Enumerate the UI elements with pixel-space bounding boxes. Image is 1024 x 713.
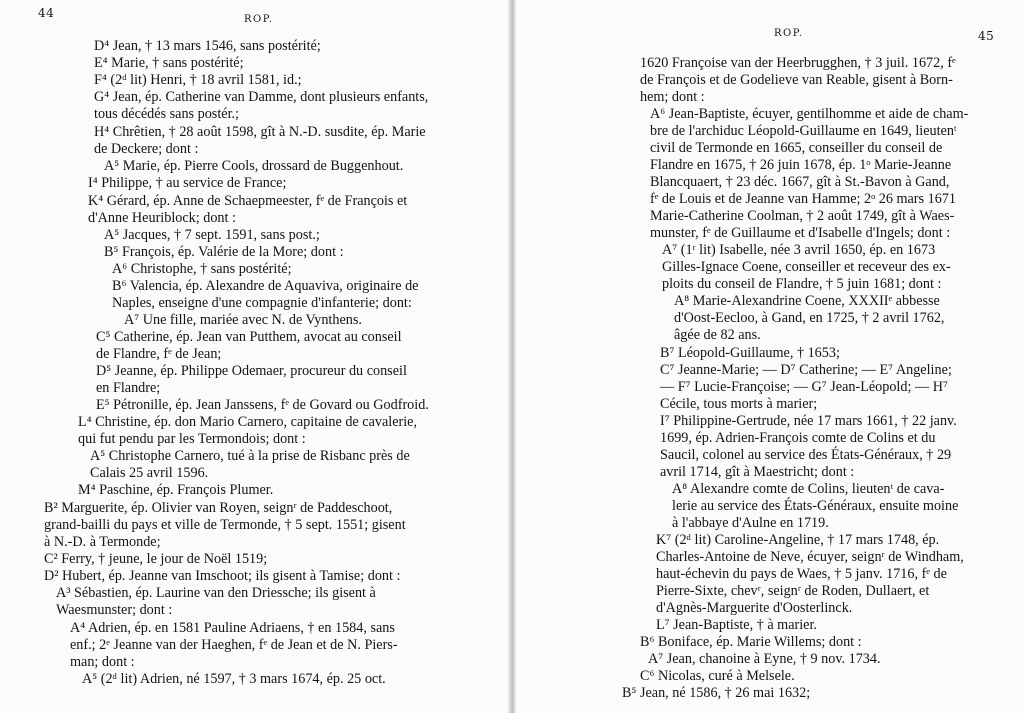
entry-line: lerie au service des États-Généraux, ensuite moine	[672, 498, 959, 514]
entry-line: B⁷ Léopold-Guillaume, † 1653;	[660, 345, 840, 361]
entry-line: qui fut pendu par les Termondois; dont :	[78, 431, 306, 447]
entry-line: F⁴ (2ᵈ lit) Henri, † 18 avril 1581, id.;	[94, 72, 302, 88]
entry-line: Blancquaert, † 23 déc. 1667, gît à St.-Bavon à Gand,	[650, 174, 950, 190]
entry-line: A⁷ (1ʳ lit) Isabelle, née 3 avril 1650, ép. en 1673	[662, 242, 936, 258]
entry-line: L⁷ Jean-Baptiste, † à marier.	[656, 617, 817, 633]
entry-line: civil de Termonde en 1665, conseiller du conseil de	[650, 140, 943, 156]
entry-line: L⁴ Christine, ép. don Mario Carnero, capitaine de cavalerie,	[78, 414, 418, 430]
entry-line: A⁵ Marie, ép. Pierre Cools, drossard de Buggenhout.	[104, 158, 404, 174]
entry-line: A⁵ (2ᵈ lit) Adrien, né 1597, † 3 mars 1674, ép. 25 oct.	[82, 671, 386, 687]
entry-line: Flandre en 1675, † 26 juin 1678, ép. 1ᵒ Marie-Jeanne	[650, 157, 952, 173]
entry-line: 1620 Françoise van der Heerbrugghen, † 3 juil. 1672, fᵉ	[640, 55, 956, 71]
entry-line: A³ Sébastien, ép. Laurine van den Driessche; ils gisent à	[56, 585, 376, 601]
entry-line: A⁵ Christophe Carnero, tué à la prise de Risbanc près de	[90, 448, 410, 464]
entry-line: Waesmunster; dont :	[56, 602, 173, 618]
entry-line: ploits du conseil de Flandre, † 5 juin 1681; dont :	[662, 276, 942, 292]
entry-line: man; dont :	[70, 654, 135, 670]
entry-line: C² Ferry, † jeune, le jour de Noël 1519;	[44, 551, 268, 567]
entry-line: à l'abbaye d'Aulne en 1719.	[672, 515, 829, 531]
entry-line: K⁷ (2ᵈ lit) Caroline-Angeline, † 17 mars 1748, ép.	[656, 532, 940, 548]
entry-line: H⁴ Chrêtien, † 28 août 1598, gît à N.-D. susdite, ép. Marie	[94, 124, 426, 140]
entry-line: A⁵ Jacques, † 7 sept. 1591, sans post.;	[104, 227, 320, 243]
running-head-right: ROP.	[774, 28, 804, 39]
entry-line: B⁶ Valencia, ép. Alexandre de Aquaviva, originaire de	[112, 278, 419, 294]
entry-line: grand-bailli du pays et ville de Termonde, † 5 sept. 1551; gisent	[44, 517, 406, 533]
entry-line: à N.-D. à Termonde;	[44, 534, 161, 550]
entry-line: C⁶ Nicolas, curé à Melsele.	[640, 668, 795, 684]
entry-line: B⁶ Boniface, ép. Marie Willems; dont :	[640, 634, 862, 650]
entry-line: I⁴ Philippe, † au service de France;	[88, 175, 287, 191]
entry-line: Calais 25 avril 1596.	[90, 465, 209, 481]
entry-line: — F⁷ Lucie-Françoise; — G⁷ Jean-Léopold; — H⁷	[660, 379, 948, 395]
entry-line: A⁷ Une fille, mariée avec N. de Vynthens.	[124, 312, 362, 328]
entry-line: E⁵ Pétronille, ép. Jean Janssens, fᵉ de Govard ou Godfroid.	[96, 397, 429, 413]
entry-line: A⁷ Jean, chanoine à Eyne, † 9 nov. 1734.	[648, 651, 881, 667]
entry-line: Saucil, colonel au service des États-Généraux, † 29	[660, 447, 952, 463]
entry-line: munster, fᵉ de Guillaume et d'Isabelle d'Ingels; dont :	[650, 225, 951, 241]
entry-line: de Flandre, fᵉ de Jean;	[96, 346, 222, 362]
entry-line: Charles-Antoine de Neve, écuyer, seignʳ de Windham,	[656, 549, 964, 565]
entry-line: I⁷ Philippine-Gertrude, née 17 mars 1661, † 22 janv.	[660, 413, 957, 429]
entry-line: C⁷ Jeanne-Marie; — D⁷ Catherine; — E⁷ Angeline;	[660, 362, 952, 378]
entry-line: Pierre-Sixte, chevʳ, seignʳ de Roden, Dullaert, et	[656, 583, 930, 599]
entry-line: D⁵ Jeanne, ép. Philippe Odemaer, procureur du conseil	[96, 363, 407, 379]
entry-line: en Flandre;	[96, 380, 161, 396]
entry-line: B⁵ Jean, né 1586, † 26 mai 1632;	[622, 685, 811, 701]
entry-line: A⁸ Marie-Alexandrine Coene, XXXIIᵉ abbesse	[674, 293, 940, 309]
entry-line: 1699, ép. Adrien-François comte de Colins et du	[660, 430, 936, 446]
right-page	[512, 0, 1024, 713]
page-number-left: 44	[38, 6, 55, 20]
entry-line: bre de l'archiduc Léopold-Guillaume en 1649, lieutenᵗ	[650, 123, 957, 139]
entry-line: A⁴ Adrien, ép. en 1581 Pauline Adriaens, † en 1584, sans	[70, 620, 395, 636]
entry-line: B² Marguerite, ép. Olivier van Royen, seignʳ de Paddeschoot,	[44, 500, 393, 516]
entry-line: fᵉ de Louis et de Jeanne van Hamme; 2ᵒ 26 mars 1671	[650, 191, 956, 207]
entry-line: A⁶ Christophe, † sans postérité;	[112, 261, 292, 277]
entry-line: M⁴ Paschine, ép. François Plumer.	[78, 482, 274, 498]
entry-line: E⁴ Marie, † sans postérité;	[94, 55, 244, 71]
entry-line: d'Agnès-Marguerite d'Oosterlinck.	[656, 600, 853, 616]
entry-line: D² Hubert, ép. Jeanne van Imschoot; ils gisent à Tamise; dont :	[44, 568, 401, 584]
entry-line: de François et de Godelieve van Reable, gisent à Born-	[640, 72, 953, 88]
entry-line: A⁶ Jean-Baptiste, écuyer, gentilhomme et aide de cham-	[650, 106, 969, 122]
entry-line: D⁴ Jean, † 13 mars 1546, sans postérité;	[94, 38, 321, 54]
entry-line: âgée de 82 ans.	[674, 327, 761, 343]
entry-line: enf.; 2ᵉ Jeanne van der Haeghen, fᵉ de Jean et de N. Piers-	[70, 637, 398, 653]
entry-line: C⁵ Catherine, ép. Jean van Putthem, avocat au conseil	[96, 329, 402, 345]
entry-line: A⁸ Alexandre comte de Colins, lieutenᵗ de cava-	[672, 481, 945, 497]
entry-line: K⁴ Gérard, ép. Anne de Schaepmeester, fᵉ de François et	[88, 193, 408, 209]
page-number-right: 45	[978, 29, 995, 43]
entry-line: Gilles-Ignace Coene, conseiller et receveur des ex-	[662, 259, 951, 275]
entry-line: haut-échevin du pays de Waes, † 5 janv. 1716, fᵉ de	[656, 566, 947, 582]
right-entries	[512, 0, 1024, 713]
running-head-left: ROP.	[244, 14, 274, 25]
entry-line: hem; dont :	[640, 89, 705, 105]
entry-line: Cécile, tous morts à marier;	[660, 396, 818, 412]
entry-line: B⁵ François, ép. Valérie de la More; dont :	[104, 244, 344, 260]
entry-line: Naples, enseigne d'une compagnie d'infanterie; dont:	[112, 295, 412, 311]
entry-line: G⁴ Jean, ép. Catherine van Damme, dont plusieurs enfants,	[94, 89, 429, 105]
entry-line: d'Anne Heuriblock; dont :	[88, 210, 236, 226]
entry-line: tous décédés sans postér.;	[94, 106, 239, 122]
entry-line: avril 1714, gît à Maestricht; dont :	[660, 464, 855, 480]
entry-line: Marie-Catherine Coolman, † 2 août 1749, gît à Waes-	[650, 208, 955, 224]
entry-line: d'Oost-Eecloo, à Gand, en 1725, † 2 avril 1762,	[674, 310, 945, 326]
entry-line: de Deckere; dont :	[94, 141, 199, 157]
